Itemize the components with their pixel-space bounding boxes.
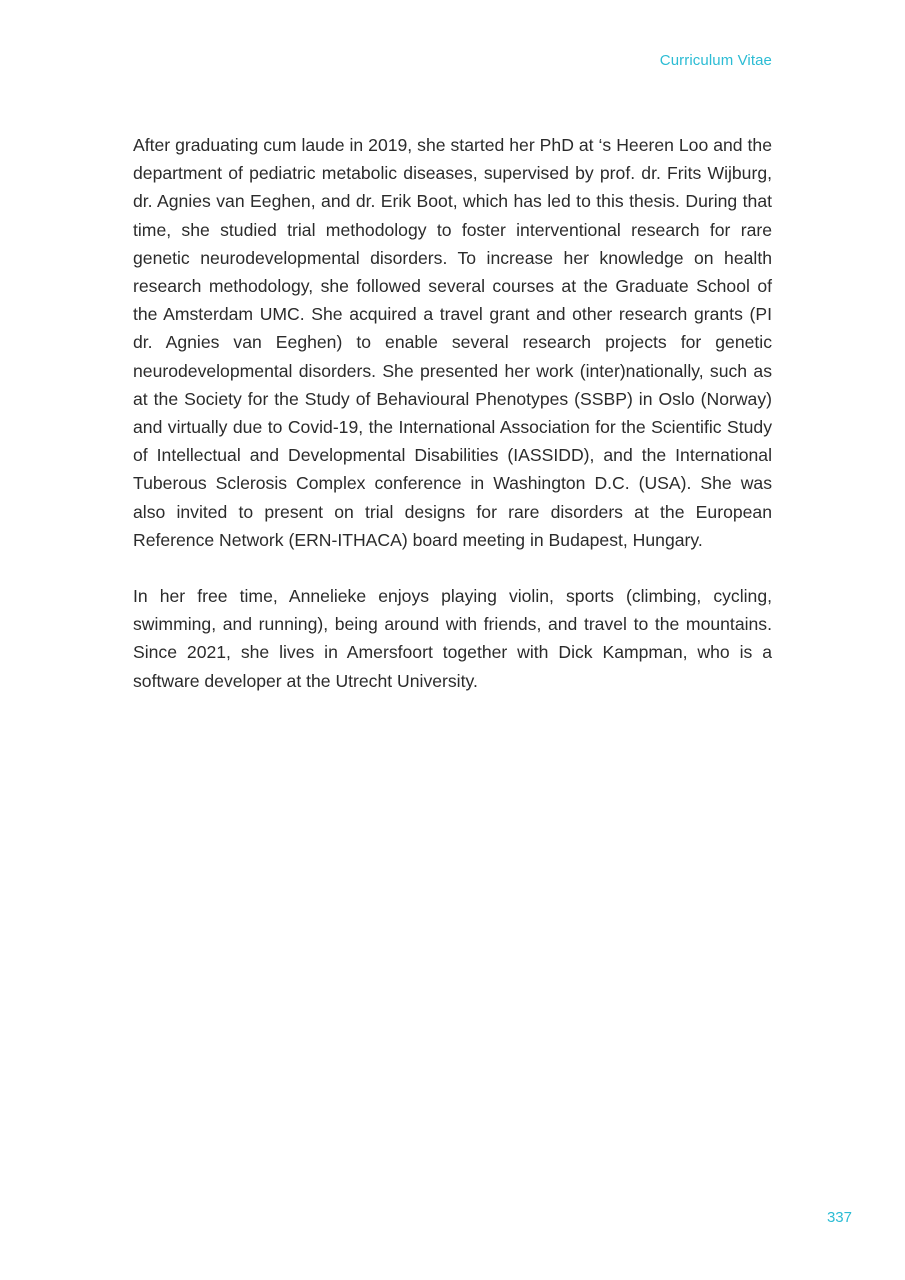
page-number: 337: [826, 1209, 852, 1226]
paragraph-personal: In her free time, Annelieke enjoys playing violin, sports (climbing, cycling, swimming, and running), being around with friends, and travel to the mountains. Since 2021, she lives in Amersfoort together with Dick Kampman, who is a software developer at the Utrecht University.: [133, 586, 772, 691]
running-header-title: Curriculum Vitae: [659, 52, 772, 69]
paragraph-career: After graduating cum laude in 2019, she started her PhD at ‘s Heeren Loo and the department of pediatric metabolic diseases, supervised by prof. dr. Frits Wijburg, dr. Agnies van Eeghen, and dr. Erik Boot, which has led to this thesis. During that time, she studied trial methodology to foster interventional research for rare genetic neurodevelopmental disorders. To increase her knowledge on health research methodology, she followed several courses at the Graduate School of the Amsterdam UMC. She acquired a travel grant and other research grants (PI dr. Agnies van Eeghen) to enable several research projects for genetic neurodevelopmental disorders. She presented her work (inter)nationally, such as at the Society for the Study of Behavioural Phenotypes (SSBP) in Oslo (Norway) and virtually due to Covid-19, the International Association for the Scientific Study of Intellectual and Developmental Disabilities (IASSIDD), and the International Tuberous Sclerosis Complex conference in Washington D.C. (USA). She was also invited to present on trial designs for rare disorders at the European Reference Network (ERN-ITHACA) board meeting in Budapest, Hungary.: [133, 135, 772, 550]
body-text: [133, 131, 772, 695]
